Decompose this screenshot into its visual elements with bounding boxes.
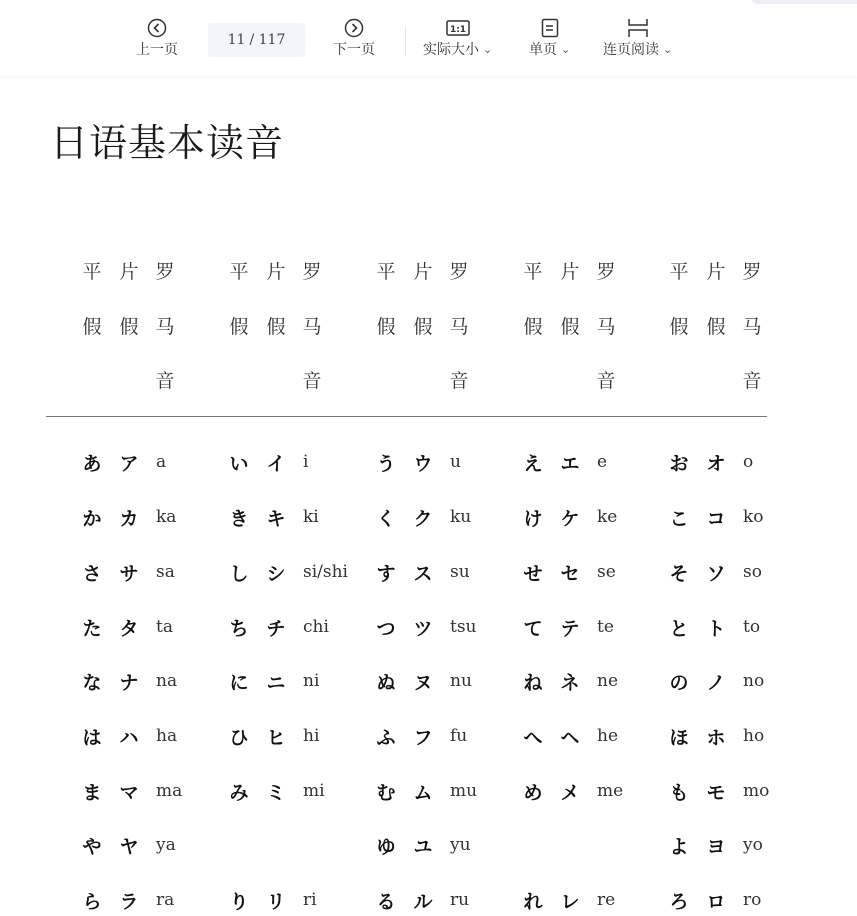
- header-char: 平: [376, 261, 396, 283]
- continuous-pages-icon: [627, 18, 649, 38]
- hiragana-cell: や: [82, 836, 102, 858]
- katakana-cell: ロ: [706, 891, 726, 913]
- katakana-cell: ツ: [413, 618, 433, 640]
- romaji-cell: mi: [303, 781, 325, 801]
- katakana-cell: フ: [413, 727, 433, 749]
- actual-size-label: 实际大小: [423, 41, 479, 57]
- romaji-cell: re: [597, 890, 616, 910]
- header-rule: [46, 416, 767, 417]
- hiragana-cell: ほ: [669, 727, 689, 749]
- katakana-cell: ス: [413, 563, 433, 585]
- page-current: 11: [227, 32, 246, 48]
- katakana-cell: コ: [706, 508, 726, 530]
- chevron-down-icon: ⌄: [483, 44, 493, 56]
- chevron-down-icon: ⌄: [561, 44, 571, 56]
- katakana-cell: キ: [266, 508, 286, 530]
- katakana-cell: ム: [413, 782, 433, 804]
- katakana-cell: メ: [560, 782, 580, 804]
- romaji-cell: te: [597, 617, 614, 637]
- romaji-cell: ka: [156, 507, 177, 527]
- header-char: 片: [706, 261, 726, 283]
- hiragana-cell: し: [229, 563, 249, 585]
- header-char: 假: [523, 316, 543, 338]
- katakana-cell: ネ: [560, 672, 580, 694]
- hiragana-cell: の: [669, 672, 689, 694]
- katakana-cell: ハ: [119, 727, 139, 749]
- header-char: 罗: [596, 261, 616, 283]
- header-char: 马: [155, 316, 175, 338]
- chevron-right-circle-icon: [344, 18, 364, 38]
- hiragana-cell: な: [82, 672, 102, 694]
- katakana-cell: テ: [560, 618, 580, 640]
- hiragana-cell: お: [669, 453, 689, 475]
- header-char: 假: [376, 316, 396, 338]
- romaji-cell: yo: [743, 835, 763, 855]
- romaji-cell: i: [303, 452, 309, 472]
- romaji-cell: su: [450, 562, 470, 582]
- romaji-cell: chi: [303, 617, 329, 637]
- continuous-read-label: 连页阅读: [603, 41, 659, 57]
- romaji-cell: ha: [156, 726, 178, 746]
- romaji-cell: ro: [743, 890, 762, 910]
- katakana-cell: ホ: [706, 727, 726, 749]
- hiragana-cell: こ: [669, 508, 689, 530]
- hiragana-cell: う: [376, 453, 396, 475]
- single-page-label: 单页: [529, 41, 557, 57]
- romaji-cell: so: [743, 562, 762, 582]
- romaji-cell: se: [597, 562, 616, 582]
- header-char: 假: [706, 316, 726, 338]
- next-page-button[interactable]: [333, 18, 375, 58]
- katakana-cell: ク: [413, 508, 433, 530]
- header-char: 音: [155, 370, 175, 392]
- hiragana-cell: ろ: [669, 891, 689, 913]
- katakana-cell: カ: [119, 508, 139, 530]
- header-char: 片: [560, 261, 580, 283]
- actual-size-button[interactable]: [423, 18, 492, 60]
- header-char: 音: [596, 370, 616, 392]
- romaji-cell: a: [156, 452, 167, 472]
- actual-size-icon: [446, 18, 470, 38]
- katakana-cell: エ: [560, 453, 580, 475]
- prev-page-label: 上一页: [136, 41, 178, 57]
- romaji-cell: ko: [743, 507, 764, 527]
- chevron-down-icon: ⌄: [663, 44, 673, 56]
- header-char: 假: [119, 316, 139, 338]
- katakana-cell: セ: [560, 563, 580, 585]
- hiragana-cell: せ: [523, 563, 543, 585]
- hiragana-cell: ね: [523, 672, 543, 694]
- hiragana-cell: へ: [523, 727, 543, 749]
- katakana-cell: ヒ: [266, 727, 286, 749]
- header-char: 罗: [449, 261, 469, 283]
- katakana-cell: マ: [119, 782, 139, 804]
- romaji-cell: ho: [743, 726, 765, 746]
- romaji-cell: na: [156, 671, 178, 691]
- hiragana-cell: ち: [229, 618, 249, 640]
- header-char: 罗: [155, 261, 175, 283]
- katakana-cell: ラ: [119, 891, 139, 913]
- romaji-cell: he: [597, 726, 619, 746]
- header-char: 平: [523, 261, 543, 283]
- header-char: 马: [742, 316, 762, 338]
- hiragana-cell: に: [229, 672, 249, 694]
- header-char: 马: [449, 316, 469, 338]
- katakana-cell: ノ: [706, 672, 726, 694]
- hiragana-cell: つ: [376, 618, 396, 640]
- single-page-button[interactable]: [529, 18, 570, 60]
- hiragana-cell: ま: [82, 782, 102, 804]
- katakana-cell: ル: [413, 891, 433, 913]
- hiragana-cell: ふ: [376, 727, 396, 749]
- header-char: 假: [669, 316, 689, 338]
- hiragana-cell: す: [376, 563, 396, 585]
- katakana-cell: イ: [266, 453, 286, 475]
- window-corner: [752, 0, 857, 4]
- hiragana-cell: か: [82, 508, 102, 530]
- katakana-cell: タ: [119, 618, 139, 640]
- romaji-cell: ne: [597, 671, 619, 691]
- hiragana-cell: て: [523, 618, 543, 640]
- page-number-field[interactable]: [208, 23, 305, 57]
- katakana-cell: レ: [560, 891, 580, 913]
- header-char: 片: [119, 261, 139, 283]
- romaji-cell: to: [743, 617, 761, 637]
- romaji-cell: tsu: [450, 617, 477, 637]
- hiragana-cell: た: [82, 618, 102, 640]
- header-char: 假: [266, 316, 286, 338]
- romaji-cell: ta: [156, 617, 173, 637]
- hiragana-cell: い: [229, 453, 249, 475]
- katakana-cell: ウ: [413, 453, 433, 475]
- toolbar-divider: [405, 26, 406, 56]
- romaji-cell: nu: [450, 671, 472, 691]
- romaji-cell: mo: [743, 781, 770, 801]
- romaji-cell: ru: [450, 890, 470, 910]
- document-title: 日语基本读音: [50, 121, 285, 165]
- chevron-left-circle-icon: [147, 18, 167, 38]
- header-char: 片: [413, 261, 433, 283]
- header-char: 马: [596, 316, 616, 338]
- romaji-cell: ya: [156, 835, 176, 855]
- katakana-cell: モ: [706, 782, 726, 804]
- hiragana-cell: ゆ: [376, 836, 396, 858]
- hiragana-cell: は: [82, 727, 102, 749]
- romaji-cell: me: [597, 781, 624, 801]
- romaji-cell: ke: [597, 507, 618, 527]
- hiragana-cell: め: [523, 782, 543, 804]
- reader-toolbar: [0, 0, 857, 76]
- katakana-cell: ト: [706, 618, 726, 640]
- hiragana-cell: る: [376, 891, 396, 913]
- katakana-cell: オ: [706, 453, 726, 475]
- romaji-cell: o: [743, 452, 754, 472]
- hiragana-cell: ぬ: [376, 672, 396, 694]
- romaji-cell: e: [597, 452, 608, 472]
- katakana-cell: ユ: [413, 836, 433, 858]
- romaji-cell: yu: [450, 835, 471, 855]
- katakana-cell: ニ: [266, 672, 286, 694]
- romaji-cell: ri: [303, 890, 317, 910]
- katakana-cell: ケ: [560, 508, 580, 530]
- header-char: 假: [560, 316, 580, 338]
- romaji-cell: hi: [303, 726, 320, 746]
- header-char: 平: [82, 261, 102, 283]
- hiragana-cell: ら: [82, 891, 102, 913]
- header-char: 罗: [742, 261, 762, 283]
- continuous-read-button[interactable]: [603, 18, 672, 60]
- romaji-cell: si/shi: [303, 562, 348, 582]
- katakana-cell: ナ: [119, 672, 139, 694]
- page-total: / 117: [249, 32, 286, 48]
- romaji-cell: no: [743, 671, 765, 691]
- katakana-cell: シ: [266, 563, 286, 585]
- romaji-cell: ma: [156, 781, 183, 801]
- hiragana-cell: れ: [523, 891, 543, 913]
- header-char: 片: [266, 261, 286, 283]
- single-page-icon: [540, 18, 560, 38]
- header-char: 假: [413, 316, 433, 338]
- header-char: 马: [302, 316, 322, 338]
- romaji-cell: ra: [156, 890, 175, 910]
- hiragana-cell: よ: [669, 836, 689, 858]
- katakana-cell: ヤ: [119, 836, 139, 858]
- romaji-cell: ni: [303, 671, 320, 691]
- hiragana-cell: そ: [669, 563, 689, 585]
- svg-text:1:1: 1:1: [449, 25, 466, 35]
- romaji-cell: ki: [303, 507, 319, 527]
- katakana-cell: ヘ: [560, 727, 580, 749]
- hiragana-cell: り: [229, 891, 249, 913]
- hiragana-cell: き: [229, 508, 249, 530]
- romaji-cell: sa: [156, 562, 175, 582]
- hiragana-cell: け: [523, 508, 543, 530]
- katakana-cell: ソ: [706, 563, 726, 585]
- katakana-cell: ミ: [266, 782, 286, 804]
- header-char: 假: [82, 316, 102, 338]
- katakana-cell: ア: [119, 453, 139, 475]
- hiragana-cell: と: [669, 618, 689, 640]
- hiragana-cell: え: [523, 453, 543, 475]
- prev-page-button[interactable]: [136, 18, 178, 58]
- hiragana-cell: ひ: [229, 727, 249, 749]
- katakana-cell: ヨ: [706, 836, 726, 858]
- header-char: 平: [229, 261, 249, 283]
- header-char: 平: [669, 261, 689, 283]
- romaji-cell: u: [450, 452, 461, 472]
- katakana-cell: チ: [266, 618, 286, 640]
- katakana-cell: ヌ: [413, 672, 433, 694]
- hiragana-cell: く: [376, 508, 396, 530]
- hiragana-cell: さ: [82, 563, 102, 585]
- header-char: 音: [449, 370, 469, 392]
- header-char: 罗: [302, 261, 322, 283]
- header-char: 音: [302, 370, 322, 392]
- hiragana-cell: も: [669, 782, 689, 804]
- romaji-cell: mu: [450, 781, 478, 801]
- romaji-cell: ku: [450, 507, 472, 527]
- romaji-cell: fu: [450, 726, 468, 746]
- hiragana-cell: み: [229, 782, 249, 804]
- header-char: 音: [742, 370, 762, 392]
- next-page-label: 下一页: [333, 41, 375, 57]
- hiragana-cell: あ: [82, 453, 102, 475]
- katakana-cell: リ: [266, 891, 286, 913]
- hiragana-cell: む: [376, 782, 396, 804]
- header-char: 假: [229, 316, 249, 338]
- katakana-cell: サ: [119, 563, 139, 585]
